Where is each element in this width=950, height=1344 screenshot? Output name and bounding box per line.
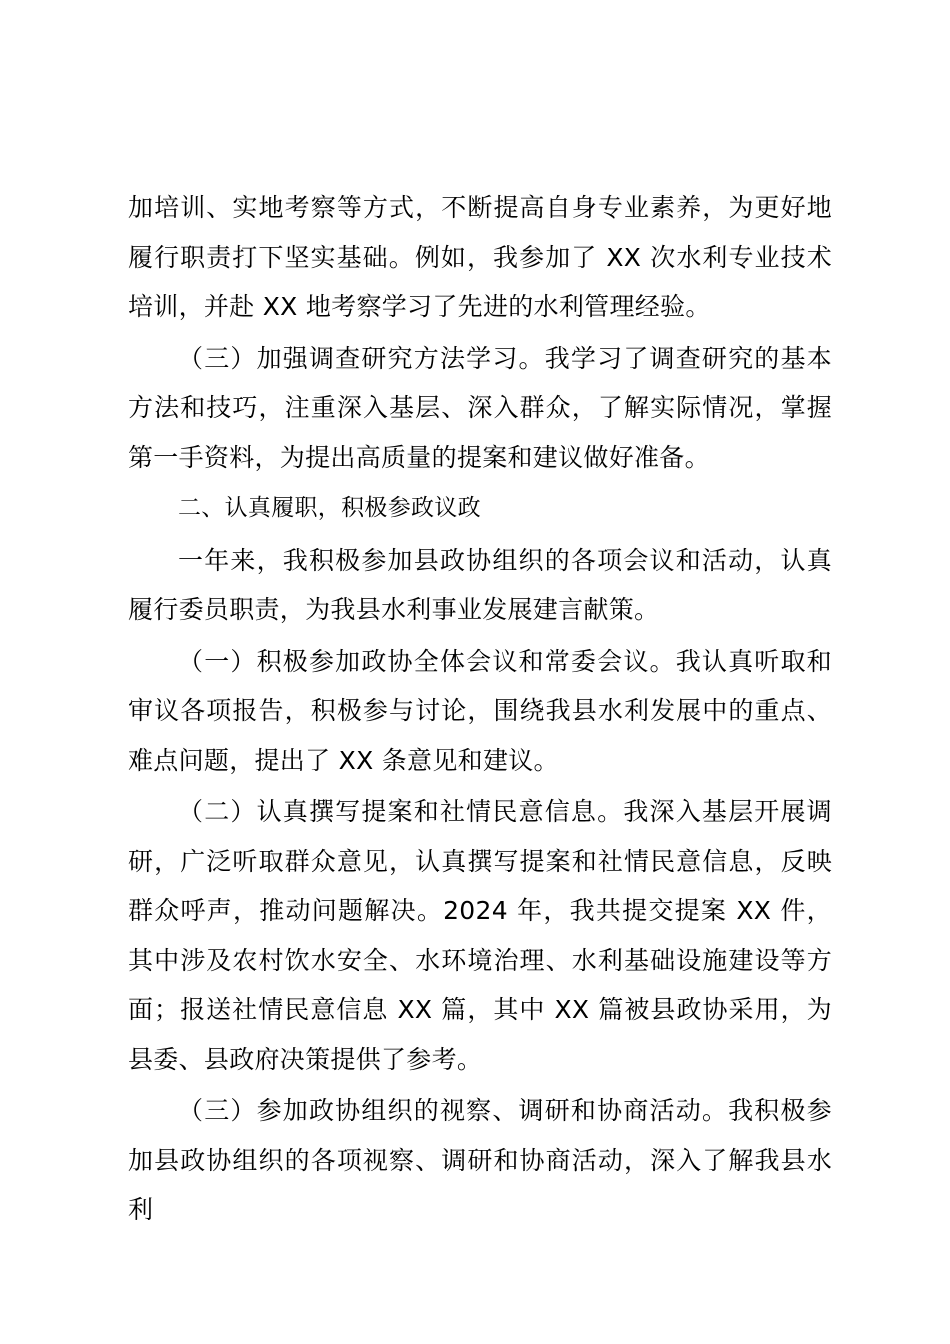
section-heading: 二、认真履职，积极参政议政	[178, 495, 481, 521]
section-paragraph-inspections: （三）参加政协组织的视察、调研和协商活动。我积极参加县政协组织的各项视察、调研和协商活动，深入了解我县水利	[128, 1096, 832, 1224]
section-paragraph-study-methods: （三）加强调查研究方法学习。我学习了调查研究的基本方法和技巧，注重深入基层、深入群众，了解实际情况，掌握第一手资料，为提出高质量的提案和建议做好准备。	[128, 343, 832, 472]
body-paragraph: 一年来，我积极参加县政协组织的各项会议和活动，认真履行委员职责，为我县水利事业发展建言献策。	[128, 545, 832, 624]
section-paragraph-proposals: （二）认真撰写提案和社情民意信息。我深入基层开展调研，广泛听取群众意见，认真撰写提案和社情民意信息，反映群众呼声，推动问题解决。2024 年，我共提交提案 XX 件，其中涉及农村饮水安全、水环境治理、水利基础设施建设等方面；报送社情民意信息 XX 篇，其中 XX 篇被县政协采用，为县委、县政府决策提供了参考。	[128, 797, 832, 1074]
body-paragraph: 加培训、实地考察等方式，不断提高自身专业素养，为更好地履行职责打下坚实基础。例如，我参加了 XX 次水利专业技术培训，并赴 XX 地考察学习了先进的水利管理经验。	[128, 193, 832, 321]
document-page	[128, 183, 832, 1237]
section-paragraph-meetings: （一）积极参加政协全体会议和常委会议。我认真听取和审议各项报告，积极参与讨论，围绕我县水利发展中的重点、难点问题，提出了 XX 条意见和建议。	[128, 646, 832, 775]
